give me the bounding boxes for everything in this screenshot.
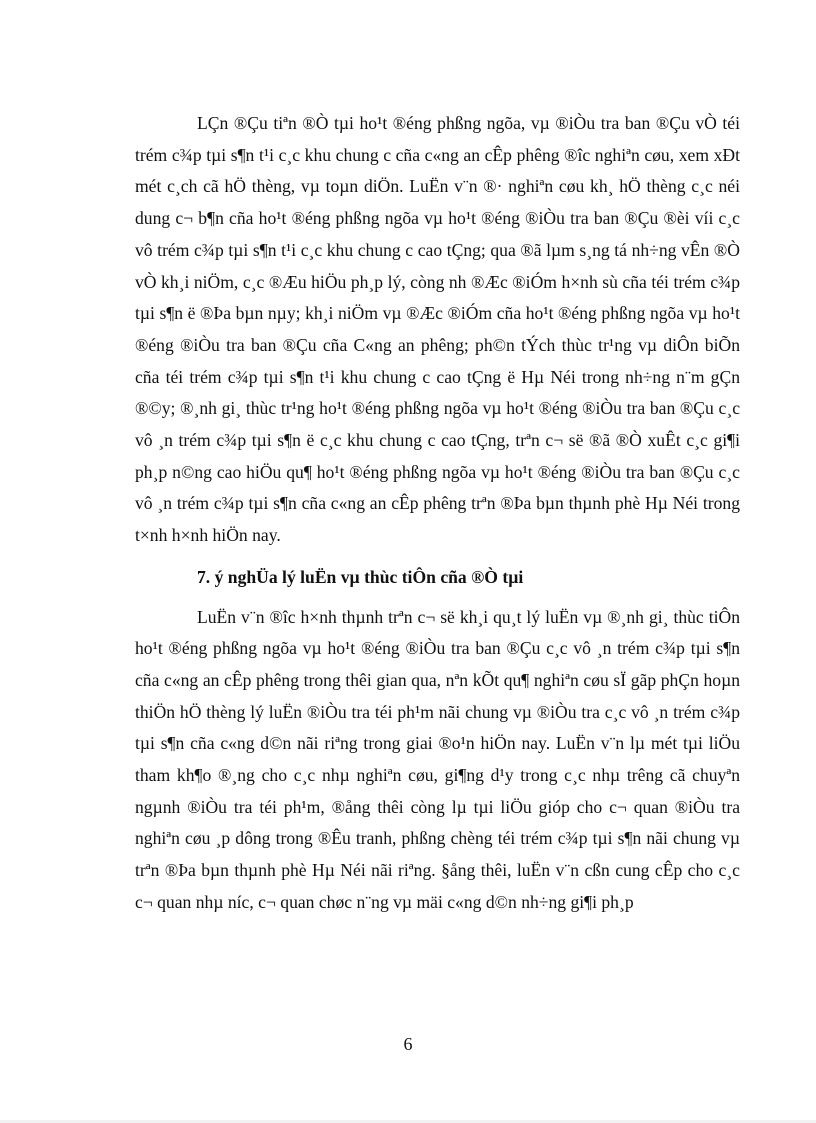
page-number: 6 xyxy=(403,1034,413,1054)
page-content xyxy=(135,108,740,919)
section-heading: 7. ý nghÜa lý luËn vµ thùc tiÔn cña ®Ò tµi xyxy=(197,566,524,587)
paragraph-introduction: LÇn ®Çu tiªn ®Ò tµi ho¹t ®éng phßng ngõa, vµ ®iÒu tra ban ®Çu vÒ téi trém c¾p tµi s¶n t¹i c¸c khu chung c cña c«ng an cÊp phêng ®îc nghiªn cøu, xem xÐt mét c¸ch cã hÖ thèng, vµ toµn diÖn. LuËn v¨n ®· nghiªn cøu kh¸ hÖ thèng c¸c néi dung c¬ b¶n cña ho¹t ®éng phßng ngõa vµ ho¹t ®éng ®iÒu tra ban ®Çu ®èi víi c¸c vô trém c¾p tµi s¶n t¹i c¸c khu chung c cao tÇng; qua ®ã lµm s¸ng tá nh÷ng vÊn ®Ò vÒ kh¸i niÖm, c¸c ®Æu hiÖu ph¸p lý, còng nh ®Æc ®iÓm h×nh sù cña téi trém c¾p tµi s¶n ë ®Þa bµn nµy; kh¸i niÖm vµ ®Æc ®iÓm cña ho¹t ®éng phßng ngõa vµ ho¹t ®éng ®iÒu tra ban ®Çu cña C«ng an phêng; ph©n tÝch thùc tr¹ng vµ diÔn biÕn cña téi trém c¾p tµi s¶n t¹i khu chung c cao tÇng ë Hµ Néi trong nh÷ng n¨m gÇn ®©y; ®¸nh gi¸ thùc tr¹ng ho¹t ®éng phßng ngõa vµ ho¹t ®éng ®iÒu tra ban ®Çu c¸c vô ¸n trém c¾p tµi s¶n ë c¸c khu chung c cao tÇng, trªn c¬ së ®ã ®Ò xuÊt c¸c gi¶i ph¸p n©ng cao hiÖu qu¶ ho¹t ®éng phßng ngõa vµ ho¹t ®éng ®iÒu tra ban ®Çu c¸c vô ¸n trém c¾p tµi s¶n cña c«ng an cÊp phêng trªn ®Þa bµn thµnh phè Hµ Néi trong t×nh h×nh hiÖn nay. xyxy=(135,113,740,546)
paragraph-significance: LuËn v¨n ®îc h×nh thµnh trªn c¬ së kh¸i qu¸t lý luËn vµ ®¸nh gi¸ thùc tiÔn ho¹t ®éng phßng ngõa vµ ho¹t ®éng ®iÒu tra ban ®Çu c¸c vô ¸n trém c¾p tµi s¶n cña c«ng an cÊp phêng trong thêi gian qua, nªn kÕt qu¶ nghiªn cøu sÏ gãp phÇn hoµn thiÖn hÖ thèng lý luËn ®iÒu tra téi ph¹m nãi chung vµ ®iÒu tra c¸c vô ¸n trém c¾p tµi s¶n cña c«ng d©n nãi riªng trong giai ®o¹n hiÖn nay. LuËn v¨n lµ mét tµi liÖu tham kh¶o ®¸ng cho c¸c nhµ nghiªn cøu, gi¶ng d¹y trong c¸c nhµ trêng cã chuyªn ngµnh ®iÒu tra téi ph¹m, ®ång thêi còng lµ tµi liÖu gióp cho c¬ quan ®iÒu tra nghiªn cøu ¸p dông trong ®Êu tranh, phßng chèng téi trém c¾p tµi s¶n nãi chung vµ trªn ®Þa bµn thµnh phè Hµ Néi nãi riªng. §ång thêi, luËn v¨n cßn cung cÊp cho c¸c c¬ quan nhµ níc, c¬ quan chøc n¨ng vµ mäi c«ng d©n nh÷ng gi¶i ph¸p xyxy=(135,606,740,912)
